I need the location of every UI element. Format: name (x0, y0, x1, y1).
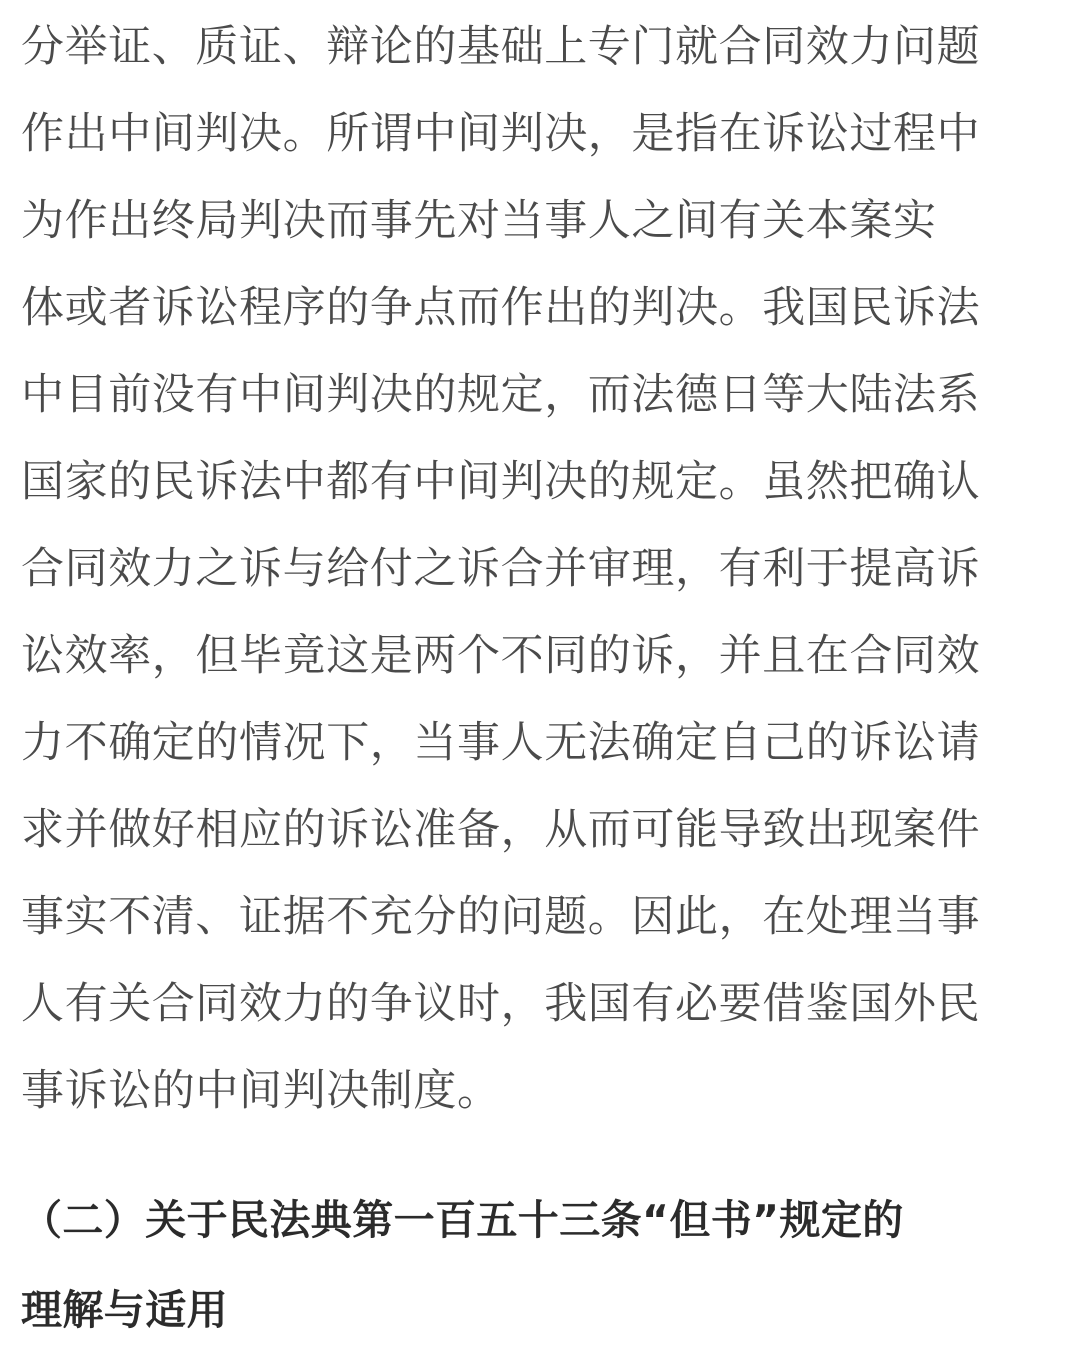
paragraph-line: 合同效力之诉与给付之诉合并审理，有利于提高诉 (21, 544, 981, 594)
paragraph-line: 为作出终局判决而事先对当事人之间有关本案实 (21, 196, 937, 246)
paragraph-line: 国家的民诉法中都有中间判决的规定。虽然把确认 (21, 457, 981, 507)
paragraph-line: 中目前没有中间判决的规定，而法德日等大陆法系 (21, 370, 981, 420)
article-body (21, 4, 1061, 1135)
paragraph-line: 分举证、质证、辩论的基础上专门就合同效力问题 (21, 22, 981, 72)
paragraph-line: 体或者诉讼程序的争点而作出的判决。我国民诉法 (21, 283, 981, 333)
section-heading-line: （二）关于民法典第一百五十三条“但书”规定的 (21, 1196, 904, 1244)
section-heading-line: 理解与适用 (21, 1286, 228, 1334)
paragraph-line: 作出中间判决。所谓中间判决，是指在诉讼过程中 (21, 109, 981, 159)
paragraph-line: 人有关合同效力的争议时，我国有必要借鉴国外民 (21, 979, 981, 1029)
paragraph-line: 讼效率，但毕竟这是两个不同的诉，并且在合同效 (21, 631, 981, 681)
paragraph-line: 事诉讼的中间判决制度。 (21, 1066, 501, 1116)
paragraph-line: 事实不清、证据不充分的问题。因此，在处理当事 (21, 892, 981, 942)
section-heading (21, 1175, 1061, 1355)
paragraph-line: 力不确定的情况下，当事人无法确定自己的诉讼请 (21, 718, 981, 768)
paragraph-line: 求并做好相应的诉讼准备，从而可能导致出现案件 (21, 805, 981, 855)
